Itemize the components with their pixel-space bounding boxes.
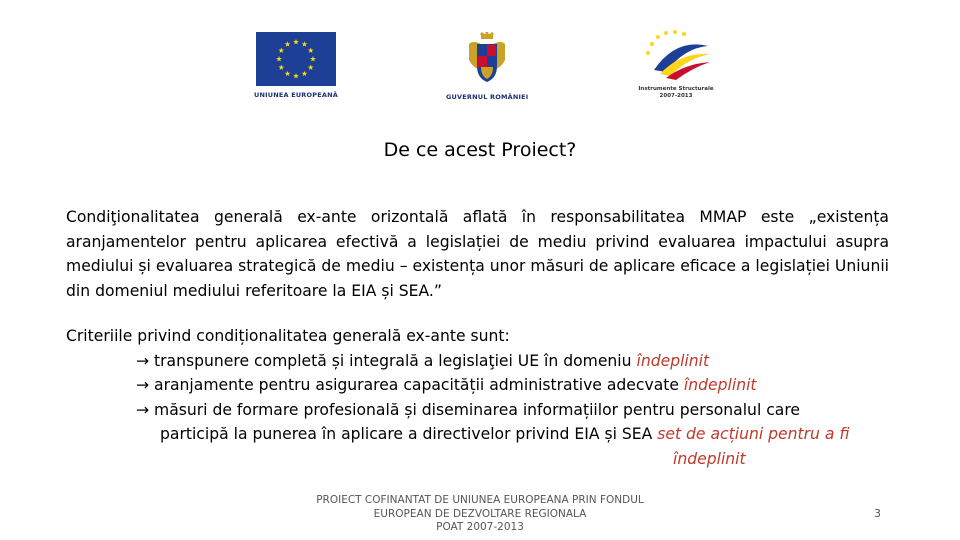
criteria-item-text: → transpunere completă și integrală a legislaţiei UE în domeniu <box>136 351 637 370</box>
footer <box>310 494 650 535</box>
criteria-item-text: participă la punerea în aplicare a directivelor privind EIA și SEA <box>160 425 658 443</box>
structural-caption-line2: 2007-2013 <box>659 93 693 99</box>
footer-line1: PROIECT COFINANTAT DE UNIUNEA EUROPEANA PRIN FONDUL <box>316 494 644 506</box>
eu-flag-icon <box>256 32 336 86</box>
criteria-item-text: → aranjamente pentru asigurarea capacității administrative adecvate <box>136 376 684 394</box>
structural-instruments-caption <box>638 86 713 100</box>
footer-line2: EUROPEAN DE DEZVOLTARE REGIONALA <box>373 507 587 520</box>
government-logo-caption: GUVERNUL ROMÂNIEI <box>446 93 529 101</box>
structural-instruments-icon <box>636 28 716 83</box>
criteria-item-text: → măsuri de formare profesională și diseminarea informațiilor pentru personalul care <box>136 400 801 419</box>
criteria-item-status: îndeplinit <box>636 351 710 370</box>
page-number: 3 <box>874 507 881 520</box>
intro-paragraph: Condiţionalitatea generală ex-ante orizontală aflată în responsabilitatea MMAP este „existența aranjamentelor pentru aplicarea efectivă a legislației de mediu privind evaluarea impactului asupra mediului și evaluarea strategică de mediu – existența unor măsuri de aplicare eficace a legislației Uniunii din domeniul mediului referitoare la EIA și SEA.” <box>66 208 889 300</box>
criteria-item <box>66 373 896 398</box>
criteria-item-status: set de acțiuni pentru a fi <box>657 425 850 443</box>
criteria-item-continuation <box>66 447 896 472</box>
page-title: De ce acest Proiect? <box>383 139 577 161</box>
eu-logo-caption: UNIUNEA EUROPEANĂ <box>254 91 338 99</box>
criteria-item-status: îndeplinit <box>683 376 757 394</box>
eu-logo <box>254 32 338 99</box>
criteria-intro: Criteriile privind condiționalitatea generală ex-ante sunt: <box>66 327 510 345</box>
government-logo <box>446 32 528 101</box>
criteria-item-continuation <box>66 422 896 447</box>
structural-caption-line1: Instrumente Structurale <box>638 86 714 92</box>
romanian-coat-of-arms-icon <box>447 32 527 88</box>
structural-instruments-logo <box>636 28 716 100</box>
criteria-item <box>66 398 896 423</box>
criteria-list <box>66 324 896 471</box>
criteria-item <box>66 349 896 374</box>
footer-line3: POAT 2007-2013 <box>436 521 524 533</box>
criteria-item-status: îndeplinit <box>673 449 746 468</box>
